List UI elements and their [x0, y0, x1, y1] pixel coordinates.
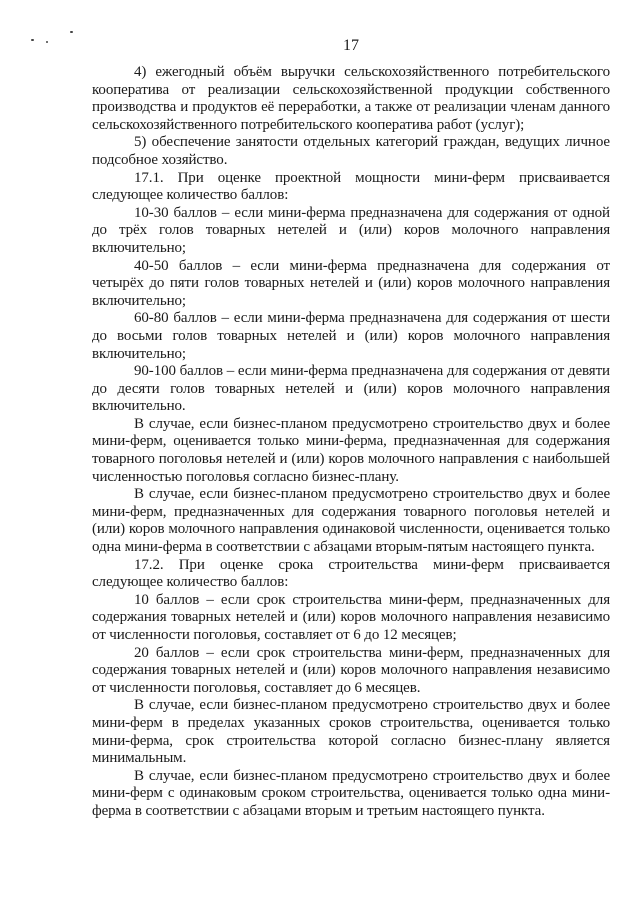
- paragraph-17-1-intro: 17.1. При оценке проектной мощности мини-ферм присваивается следующее количество баллов:: [92, 169, 610, 204]
- paragraph-score-10-30: 10-30 баллов – если мини-ферма предназначена для содержания от одной до трёх голов товарных нетелей и (или) коров молочного направления включительно;: [92, 204, 610, 256]
- scan-speck: [46, 41, 48, 43]
- paragraph-17-2-intro: 17.2. При оценке срока строительства мини-ферм присваивается следующее количество баллов:: [92, 556, 610, 591]
- paragraph-score-20: 20 баллов – если срок строительства мини-ферм, предназначенных для содержания товарных нетелей и (или) коров молочного направления независимо от численности поголовья, составляет до 6 месяцев.: [92, 644, 610, 696]
- paragraph-score-40-50: 40-50 баллов – если мини-ферма предназначена для содержания от четырёх до пяти голов товарных нетелей и (или) коров молочного направления включительно;: [92, 257, 610, 309]
- paragraph-score-90-100: 90-100 баллов – если мини-ферма предназначена для содержания от девяти до десяти голов товарных нетелей и (или) коров молочного направления включительно.: [92, 363, 610, 415]
- paragraph-score-10: 10 баллов – если срок строительства мини-ферм, предназначенных для содержания товарных нетелей и (или) коров молочного направления независимо от численности поголовья, составляет от 6 до 12 месяцев;: [92, 591, 610, 643]
- paragraph-multiple-farms-largest: В случае, если бизнес-планом предусмотрено строительство двух и более мини-ферм, оценивается только мини-ферма, предназначенная для содержания товарного поголовья нетелей и (или) коров молочного направления с наибольшей численностью поголовья согласно бизнес-плану.: [92, 415, 610, 485]
- page-number: 17: [343, 37, 359, 54]
- scan-speck: [70, 31, 73, 33]
- paragraph-multiple-farms-minimal-term: В случае, если бизнес-планом предусмотрено строительство двух и более мини-ферм в пределах указанных сроков строительства, оценивается только мини-ферма, срок строительства которой согласно бизнес-плану является минимальным.: [92, 697, 610, 767]
- paragraph-multiple-farms-equal: В случае, если бизнес-планом предусмотрено строительство двух и более мини-ферм, предназначенных для содержания товарного поголовья нетелей и (или) коров молочного направления одинаковой численности, оценивается только одна мини-ферма в соответствии с абзацами вторым-пятым настоящего пункта.: [92, 486, 610, 556]
- document-page: [92, 36, 610, 821]
- paragraph-item-4: 4) ежегодный объём выручки сельскохозяйственного потребительского кооператива от реализации сельскохозяйственной продукции собственного производства и продуктов её переработки, а также от реализации членам данного сельскохозяйственного потребительского кооператива работ (услуг);: [92, 64, 610, 133]
- paragraph-item-5: 5) обеспечение занятости отдельных категорий граждан, ведущих личное подсобное хозяйство.: [92, 134, 610, 168]
- paragraph-score-60-80: 60-80 баллов – если мини-ферма предназначена для содержания от шести до восьми голов товарных нетелей и (или) коров молочного направления включительно;: [92, 310, 610, 362]
- scan-speck: [31, 39, 34, 41]
- paragraph-multiple-farms-same-term: В случае, если бизнес-планом предусмотрено строительство двух и более мини-ферм с одинаковым сроком строительства, оценивается только одна мини-ферма в соответствии с абзацами вторым и третьим настоящего пункта.: [92, 767, 610, 819]
